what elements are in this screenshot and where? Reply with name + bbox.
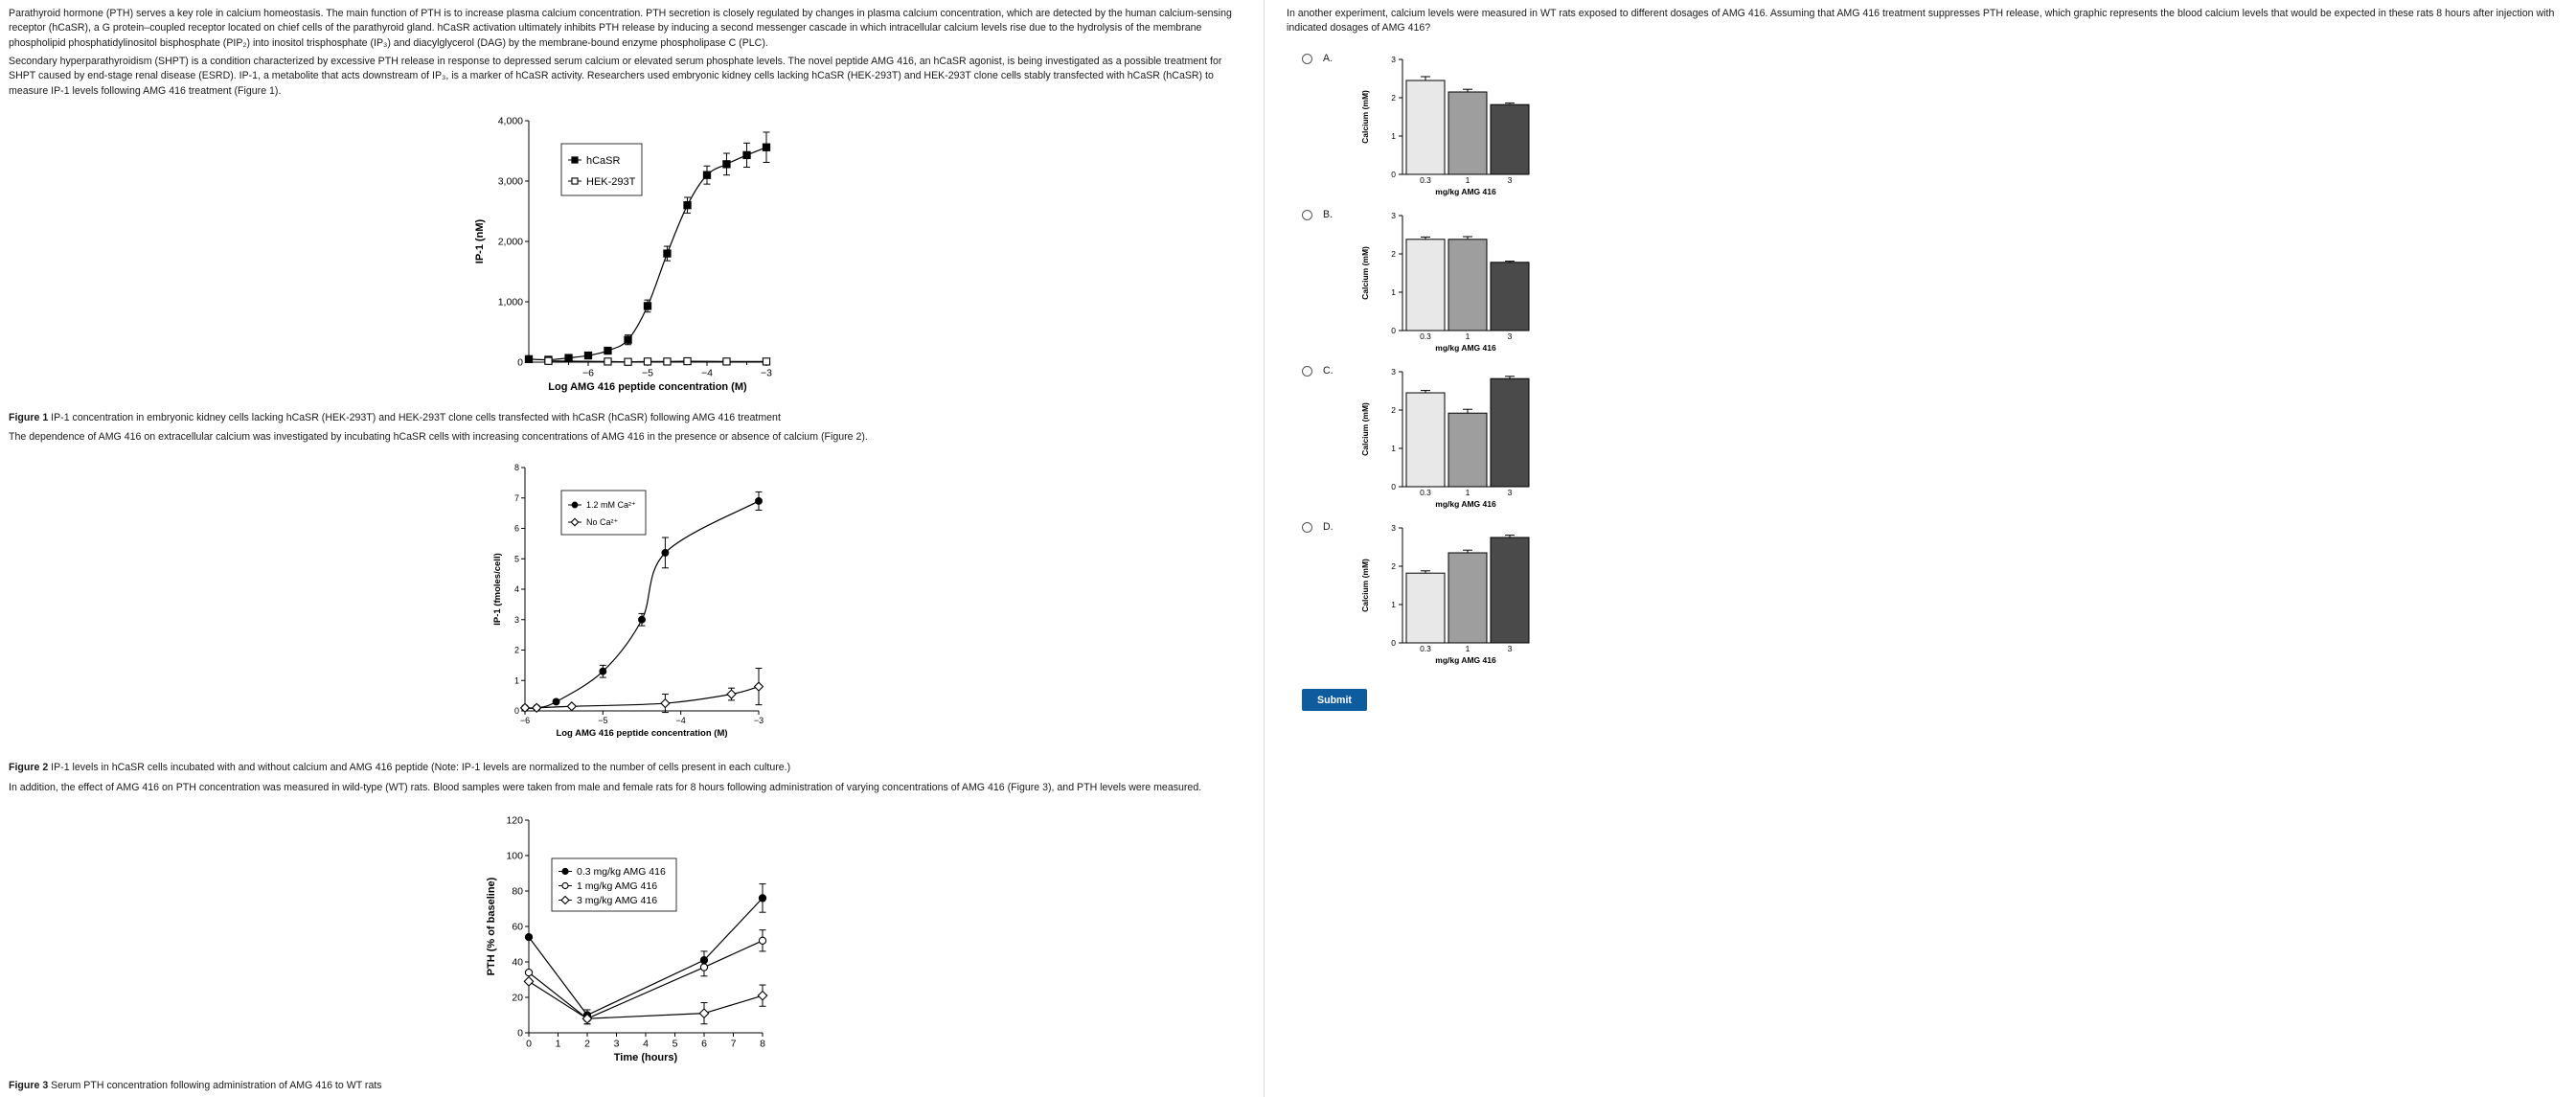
y-tick-label: 0 <box>517 356 523 369</box>
bar <box>1448 92 1487 174</box>
data-point <box>525 934 532 941</box>
data-point <box>759 937 765 944</box>
data-point <box>723 358 730 365</box>
y-tick-label: 1 <box>1391 287 1396 297</box>
data-point <box>763 358 769 365</box>
x-tick-label: 6 <box>701 1038 707 1050</box>
x-tick-label: 1 <box>1465 488 1470 497</box>
figure-1-caption: Figure 1 IP-1 concentration in embryonic kidney cells lacking hCaSR (HEK-293T) and HEK-293T clone cells transfected with hCaSR (hCaSR) following AMG 416 treatment <box>9 412 781 423</box>
figure-3-chart <box>479 811 795 1069</box>
y-tick-label: 100 <box>506 850 523 862</box>
legend-label: 0.3 mg/kg AMG 416 <box>577 866 666 879</box>
x-axis-title: mg/kg AMG 416 <box>1435 655 1496 665</box>
y-tick-label: 0 <box>1391 482 1396 491</box>
data-point <box>567 702 576 711</box>
y-tick-label: 3 <box>513 614 519 625</box>
y-tick-label: 1 <box>1391 131 1396 141</box>
legend-label: HEK-293T <box>586 175 636 188</box>
y-tick-label: 0 <box>1391 170 1396 179</box>
figure-2-chart <box>479 460 795 752</box>
legend-marker <box>572 178 578 184</box>
data-point <box>763 144 769 150</box>
y-tick-label: 2 <box>1391 405 1396 415</box>
y-tick-label: 20 <box>512 992 523 1004</box>
data-point <box>625 358 631 365</box>
x-axis-title: Log AMG 416 peptide concentration (M) <box>548 381 747 393</box>
x-tick-label: 1 <box>1465 331 1470 341</box>
x-axis-title: mg/kg AMG 416 <box>1435 343 1496 353</box>
passage-paragraph-4: In addition, the effect of AMG 416 on PTH concentration was measured in wild-type (WT) rats. Blood samples were taken from male and female rats for 8 hours following administration of varying concentrations of AMG 416 (Figure 3), and PTH levels were measured. <box>9 782 1202 793</box>
data-point <box>584 352 591 358</box>
y-tick-label: 1,000 <box>497 296 523 309</box>
y-tick-label: 6 <box>513 523 519 534</box>
x-tick-label: 3 <box>1507 175 1513 185</box>
bar <box>1448 553 1487 643</box>
y-tick-label: 2 <box>1391 561 1396 571</box>
option-a-bar-chart <box>1347 54 1539 197</box>
bar <box>1406 240 1445 331</box>
y-axis-title: PTH (% of baseline) <box>486 877 497 976</box>
x-axis-title: Log AMG 416 peptide concentration (M) <box>556 728 728 739</box>
radio-button[interactable] <box>1302 210 1312 220</box>
x-tick-label: 3 <box>1507 331 1513 341</box>
data-point <box>524 977 533 986</box>
data-point <box>545 357 552 364</box>
y-tick-label: 8 <box>513 463 519 473</box>
x-tick-label: −4 <box>675 716 686 725</box>
bar <box>1406 393 1445 487</box>
data-point <box>661 699 670 708</box>
data-point <box>664 250 671 257</box>
y-tick-label: 5 <box>513 554 519 564</box>
x-axis-title: Time (hours) <box>613 1052 678 1063</box>
x-tick-label: 1 <box>555 1038 561 1050</box>
data-point <box>604 347 611 354</box>
x-tick-label: 7 <box>730 1038 737 1050</box>
x-tick-label: 0.3 <box>1420 331 1431 341</box>
x-tick-label: −6 <box>519 716 531 725</box>
submit-button[interactable]: Submit <box>1302 689 1367 711</box>
legend-label: 1 mg/kg AMG 416 <box>577 880 658 893</box>
x-tick-label: 0.3 <box>1420 175 1431 185</box>
y-tick-label: 4 <box>513 584 519 595</box>
data-point <box>684 202 691 209</box>
bar <box>1491 378 1529 487</box>
data-point <box>723 161 730 168</box>
data-point <box>703 171 710 178</box>
data-point <box>600 668 606 674</box>
option-letter: D. <box>1323 521 1334 533</box>
series-line <box>525 687 759 708</box>
series-line <box>529 941 763 1018</box>
bar <box>1448 413 1487 487</box>
legend-label: 1.2 mM Ca²⁺ <box>586 500 636 511</box>
bar <box>1448 240 1487 331</box>
y-axis-title: Calcium (mM) <box>1360 246 1370 300</box>
data-point <box>644 358 650 365</box>
legend-label: 3 mg/kg AMG 416 <box>577 895 658 907</box>
y-tick-label: 0 <box>1391 326 1396 335</box>
data-point <box>759 895 765 902</box>
data-point <box>727 690 736 698</box>
legend-marker <box>572 157 578 163</box>
data-point <box>756 498 763 505</box>
passage-paragraph-1: Parathyroid hormone (PTH) serves a key role in calcium homeostasis. The main function of PTH is to increase plasma calcium concentration. PTH secretion is closely regulated by changes in plasma calcium concentration, which are detected by the human calcium-sensing receptor (hCaSR), a G protein–coupled receptor located on chief cells of the parathyroid gland. hCaSR activation ultimately inhibits PTH release by inducing a second messenger cascade in which intracellular calcium levels rise due to the hydrolysis of the membrane phospholipid phosphatidylinositol bisphosphate (PIP₂) into inositol trisphosphate (IP₃) and diacylglycerol (DAG) by the membrane-bound enzyme phospholipase C (PLC). <box>9 8 1232 49</box>
y-tick-label: 1 <box>513 675 519 686</box>
y-tick-label: 3 <box>1391 211 1396 220</box>
figure-2-caption: Figure 2 IP-1 levels in hCaSR cells incubated with and without calcium and AMG 416 peptide (Note: IP-1 levels are normalized to the number of cells present in each culture.) <box>9 762 791 773</box>
y-tick-label: 0 <box>1391 638 1396 648</box>
data-point <box>684 357 691 364</box>
question-stem: In another experiment, calcium levels were measured in WT rats exposed to different dosages of AMG 416. Assuming that AMG 416 treatment suppresses PTH release, which graphic represents the blood calcium levels that would be expected in these rats 8 hours after injection with indicated dosages of AMG 416? <box>1287 8 2555 34</box>
data-point <box>604 358 611 365</box>
y-axis-title: IP-1 (nM) <box>474 218 486 264</box>
y-tick-label: 2 <box>513 645 519 655</box>
y-tick-label: 1 <box>1391 444 1396 453</box>
x-axis-title: mg/kg AMG 416 <box>1435 499 1496 509</box>
y-tick-label: 0 <box>517 1027 523 1040</box>
passage-pane <box>0 0 1265 1097</box>
legend-marker <box>562 868 568 874</box>
x-tick-label: 0.3 <box>1420 488 1431 497</box>
x-tick-label: −3 <box>761 367 772 379</box>
x-axis-title: mg/kg AMG 416 <box>1435 187 1496 196</box>
x-tick-label: 3 <box>613 1038 620 1050</box>
bar <box>1491 537 1529 643</box>
data-point <box>662 550 669 557</box>
data-point <box>699 1009 708 1017</box>
y-tick-label: 2 <box>1391 249 1396 259</box>
y-tick-label: 1 <box>1391 600 1396 609</box>
bar <box>1406 80 1445 174</box>
legend-box <box>561 144 642 195</box>
y-tick-label: 2 <box>1391 93 1396 103</box>
x-tick-label: −4 <box>701 367 713 379</box>
series-line <box>548 361 766 362</box>
data-point <box>743 151 750 158</box>
data-point <box>755 682 764 691</box>
y-tick-label: 3 <box>1391 367 1396 377</box>
legend-label: hCaSR <box>586 154 621 167</box>
option-c-bar-chart <box>1347 366 1539 510</box>
data-point <box>644 303 650 309</box>
option-b-bar-chart <box>1347 210 1539 354</box>
x-tick-label: 4 <box>643 1038 649 1050</box>
bar <box>1406 573 1445 643</box>
x-tick-label: 8 <box>760 1038 765 1050</box>
x-tick-label: 5 <box>672 1038 678 1050</box>
y-tick-label: 60 <box>512 921 523 933</box>
option-letter: B. <box>1323 209 1334 220</box>
x-tick-label: 1 <box>1465 644 1470 653</box>
y-axis-title: Calcium (mM) <box>1360 559 1370 612</box>
y-tick-label: 3 <box>1391 523 1396 533</box>
y-axis-title: IP-1 (fmoles/cell) <box>492 553 503 626</box>
data-point <box>525 970 532 976</box>
y-tick-label: 3,000 <box>497 175 523 188</box>
x-tick-label: 0 <box>526 1038 532 1050</box>
radio-button[interactable] <box>1302 522 1312 533</box>
y-axis-title: Calcium (mM) <box>1360 90 1370 144</box>
legend-label: No Ca²⁺ <box>586 517 619 528</box>
data-point <box>639 616 646 623</box>
y-axis-title: Calcium (mM) <box>1360 402 1370 456</box>
x-tick-label: −6 <box>582 367 594 379</box>
question-pane <box>1265 0 2576 1097</box>
x-tick-label: −5 <box>598 716 608 725</box>
x-tick-label: 2 <box>584 1038 590 1050</box>
data-point <box>625 336 631 343</box>
radio-button[interactable] <box>1302 366 1312 377</box>
x-tick-label: 0.3 <box>1420 644 1431 653</box>
passage-paragraph-3: The dependence of AMG 416 on extracellular calcium was investigated by incubating hCaSR cells with increasing concentrations of AMG 416 in the presence or absence of calcium (Figure 2). <box>9 431 868 443</box>
radio-button[interactable] <box>1302 54 1312 64</box>
y-tick-label: 2,000 <box>497 236 523 248</box>
y-tick-label: 80 <box>512 885 523 898</box>
x-tick-label: −3 <box>753 716 764 725</box>
data-point <box>700 964 707 971</box>
data-point <box>553 698 559 705</box>
y-tick-label: 40 <box>512 956 523 969</box>
data-point <box>664 358 671 365</box>
legend-marker <box>562 882 568 888</box>
x-tick-label: 3 <box>1507 644 1513 653</box>
bar <box>1491 104 1529 174</box>
option-letter: A. <box>1323 53 1334 64</box>
legend-marker <box>572 502 578 508</box>
y-tick-label: 4,000 <box>497 115 523 127</box>
y-tick-label: 0 <box>513 706 519 717</box>
legend-box <box>561 491 646 535</box>
y-tick-label: 3 <box>1391 55 1396 64</box>
y-tick-label: 120 <box>506 814 523 827</box>
figure-3-caption: Figure 3 Serum PTH concentration following administration of AMG 416 to WT rats <box>9 1080 382 1091</box>
passage-paragraph-2: Secondary hyperparathyroidism (SHPT) is a condition characterized by excessive PTH release in response to depressed serum calcium or elevated serum phosphate levels. The novel peptide AMG 416, an hCaSR agonist, is being investigated as a possible treatment for SHPT caused by end-stage renal disease (ESRD). IP-1, a metabolite that acts downstream of IP₃, is a marker of hCaSR activity. Researchers used embryonic kidney cells lacking hCaSR (HEK-293T) and HEK-293T clone cells stably transfected with hCaSR (hCaSR) to measure IP-1 levels following AMG 416 treatment (Figure 1). <box>9 56 1222 97</box>
x-tick-label: 1 <box>1465 175 1470 185</box>
option-d-bar-chart <box>1347 522 1539 666</box>
data-point <box>565 354 572 361</box>
option-letter: C. <box>1323 365 1334 377</box>
x-tick-label: −5 <box>642 367 653 379</box>
data-point <box>758 991 766 999</box>
x-tick-label: 3 <box>1507 488 1513 497</box>
data-point <box>525 355 532 362</box>
bar <box>1491 263 1529 331</box>
figure-1-chart <box>460 107 795 402</box>
y-tick-label: 7 <box>513 492 519 503</box>
